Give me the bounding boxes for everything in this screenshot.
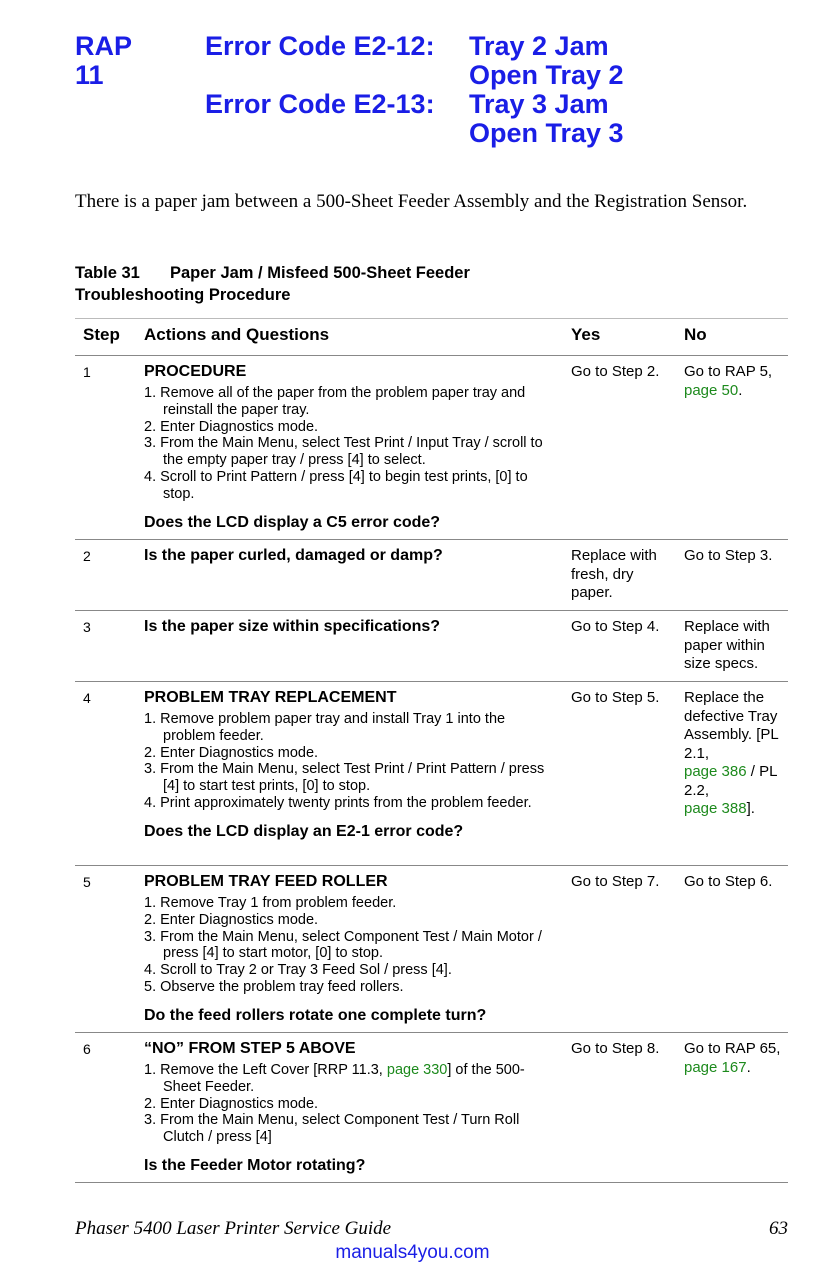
no-text: Go to RAP 65, <box>684 1040 781 1057</box>
action-cell <box>144 540 556 576</box>
step-number: 2 <box>83 548 91 564</box>
table-row <box>75 356 788 540</box>
error-desc-2b: Open Tray 3 <box>469 118 624 148</box>
page-link[interactable]: page 388 <box>684 800 747 817</box>
no-cell <box>684 1040 788 1077</box>
error-desc-1a: Tray 2 Jam <box>469 31 609 61</box>
step-number: 3 <box>83 619 91 635</box>
yes-cell: Go to Step 2. <box>571 363 660 380</box>
no-text-mid: / PL 2.2, <box>684 763 777 799</box>
footer-title: Phaser 5400 Laser Printer Service Guide <box>75 1218 392 1239</box>
action-step: 2. Enter Diagnostics mode. <box>144 1095 319 1112</box>
action-steps <box>144 711 556 812</box>
yes-cell: Go to Step 4. <box>571 618 660 635</box>
header-actions: Actions and Questions <box>144 325 330 344</box>
page-link[interactable]: page 50 <box>684 381 739 399</box>
action-steps <box>144 1062 556 1146</box>
table-number: Table 31 <box>75 264 140 282</box>
action-question: Does the LCD display a C5 error code? <box>144 513 441 531</box>
table-row <box>75 682 788 866</box>
step-number: 6 <box>83 1041 91 1057</box>
step-number: 1 <box>83 364 91 380</box>
no-text-end: . <box>746 1058 751 1076</box>
no-cell: Go to Step 6. <box>684 873 773 890</box>
action-cell <box>144 1033 556 1186</box>
yes-cell: Go to Step 5. <box>571 689 660 706</box>
no-text: Go to RAP 5, <box>684 363 773 380</box>
action-step: 4. Print approximately twenty prints from the problem feeder. <box>144 794 532 811</box>
no-cell: Replace with paper within size specs. <box>684 618 770 672</box>
action-step: 2. Enter Diagnostics mode. <box>144 418 319 435</box>
table-title-line2: Troubleshooting Procedure <box>75 286 291 304</box>
no-text: Replace the defective Tray Assembly. [PL 2.1, <box>684 689 779 762</box>
action-title: “NO” FROM STEP 5 ABOVE <box>144 1040 356 1057</box>
action-steps <box>144 895 556 996</box>
page-link[interactable]: page 167 <box>684 1058 747 1076</box>
table-caption <box>75 262 470 306</box>
no-cell <box>684 363 788 400</box>
page-footer <box>75 1218 788 1240</box>
step-text: ] of the 500-Sheet Feeder. <box>163 1062 525 1095</box>
action-step: 3. From the Main Menu, select Test Print / Print Pattern / press [4] to start test prints, [0] to stop. <box>144 761 545 795</box>
header-step: Step <box>83 325 120 344</box>
step-text: 1. Remove the Left Cover [RRP 11.3, <box>144 1062 383 1078</box>
action-step: 1. Remove problem paper tray and install Tray 1 into the problem feeder. <box>144 711 506 744</box>
action-step: 1. Remove all of the paper from the problem paper tray and reinstall the paper tray. <box>144 385 526 418</box>
no-cell <box>684 689 788 819</box>
error-code-2: Error Code E2-13: <box>205 89 435 119</box>
no-text-end: . <box>738 381 743 399</box>
action-question: Is the paper size within specifications? <box>144 618 441 635</box>
error-desc-2a: Tray 3 Jam <box>469 89 609 119</box>
yes-cell: Go to Step 7. <box>571 873 660 890</box>
action-step <box>144 1062 556 1096</box>
action-step: 2. Enter Diagnostics mode. <box>144 744 319 761</box>
action-question: Is the paper curled, damaged or damp? <box>144 547 443 564</box>
action-cell <box>144 682 556 852</box>
action-steps <box>144 385 556 503</box>
step-number: 5 <box>83 874 91 890</box>
header-yes: Yes <box>571 325 601 344</box>
table-header <box>75 318 788 356</box>
action-step: 1. Remove Tray 1 from problem feeder. <box>144 895 397 911</box>
intro-paragraph: There is a paper jam between a 500-Sheet Feeder Assembly and the Registration Sensor. <box>75 191 748 212</box>
header-no: No <box>684 325 707 344</box>
watermark: manuals4you.com <box>335 1242 490 1263</box>
table-row <box>75 611 788 682</box>
yes-cell: Replace with fresh, dry paper. <box>571 547 657 601</box>
page-link[interactable]: page 386 <box>684 763 747 780</box>
action-step: 3. From the Main Menu, select Component Test / Main Motor / press [4] to start motor, [0] to stop. <box>144 928 542 962</box>
page-link[interactable]: page 330 <box>386 1062 448 1078</box>
action-step: 5. Observe the problem tray feed rollers. <box>144 978 404 995</box>
table-row <box>75 540 788 611</box>
action-cell <box>144 866 556 1036</box>
action-cell <box>144 356 556 543</box>
table-title-line1: Paper Jam / Misfeed 500-Sheet Feeder <box>170 264 470 282</box>
action-cell <box>144 611 556 647</box>
rap-number: RAP 11 <box>75 31 132 90</box>
action-title: PROBLEM TRAY FEED ROLLER <box>144 873 388 890</box>
error-desc-1b: Open Tray 2 <box>469 60 624 90</box>
step-number: 4 <box>83 690 91 706</box>
action-step: 3. From the Main Menu, select Test Print / Input Tray / scroll to the empty paper tray / press [4] to select. <box>144 435 543 469</box>
action-title: PROBLEM TRAY REPLACEMENT <box>144 689 397 706</box>
troubleshooting-table <box>75 318 788 1183</box>
table-row <box>75 866 788 1033</box>
action-title: PROCEDURE <box>144 363 247 380</box>
action-question: Is the Feeder Motor rotating? <box>144 1156 366 1174</box>
action-step: 2. Enter Diagnostics mode. <box>144 911 319 928</box>
action-step: 4. Scroll to Tray 2 or Tray 3 Feed Sol / press [4]. <box>144 962 452 979</box>
action-step: 3. From the Main Menu, select Component Test / Turn Roll Clutch / press [4] <box>144 1112 520 1146</box>
error-code-1: Error Code E2-12: <box>205 31 435 61</box>
yes-cell: Go to Step 8. <box>571 1040 660 1057</box>
action-step: 4. Scroll to Print Pattern / press [4] to begin test prints, [0] to stop. <box>144 468 528 502</box>
action-question: Does the LCD display an E2-1 error code? <box>144 822 464 840</box>
no-cell: Go to Step 3. <box>684 547 773 564</box>
page-number: 63 <box>769 1218 788 1239</box>
action-question: Do the feed rollers rotate one complete turn? <box>144 1006 487 1024</box>
table-row <box>75 1033 788 1183</box>
no-text-end: ]. <box>746 800 755 817</box>
